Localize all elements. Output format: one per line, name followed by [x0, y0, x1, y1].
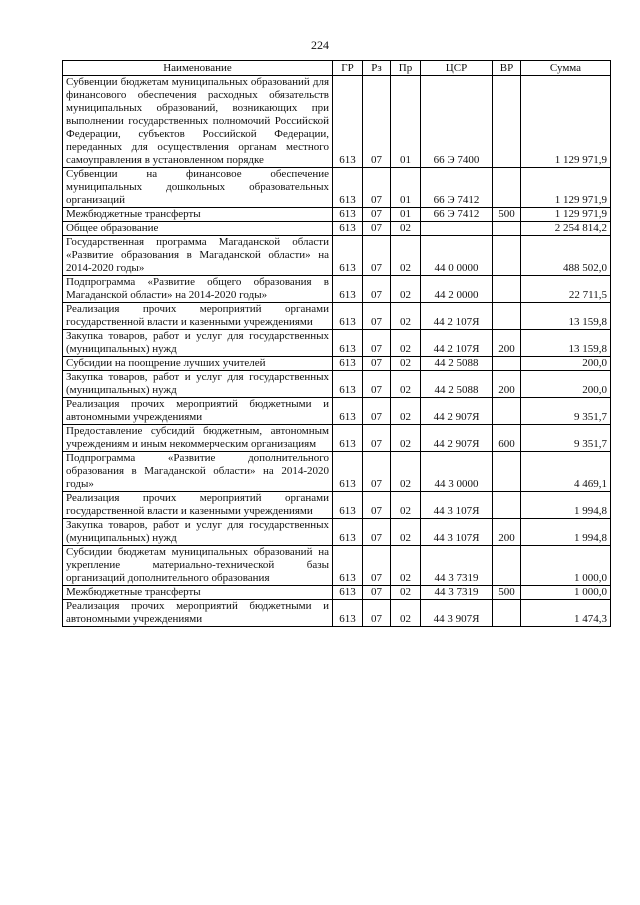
table-row — [63, 330, 611, 357]
cell-gr: 613 — [333, 600, 363, 627]
cell-gr: 613 — [333, 76, 363, 168]
cell-rz: 07 — [363, 492, 391, 519]
cell-gr: 613 — [333, 208, 363, 222]
cell-csr: 44 3 7319 — [421, 586, 493, 600]
cell-name: Реализация прочих мероприятий органами государственной власти и казенными учреждениями — [63, 492, 333, 519]
cell-rz: 07 — [363, 303, 391, 330]
cell-pr: 02 — [391, 546, 421, 586]
cell-vr: 500 — [493, 586, 521, 600]
cell-csr: 44 2 0000 — [421, 276, 493, 303]
cell-gr: 613 — [333, 519, 363, 546]
cell-csr: 66 Э 7412 — [421, 168, 493, 208]
cell-pr: 02 — [391, 236, 421, 276]
cell-sum: 1 000,0 — [521, 586, 611, 600]
cell-csr: 44 0 0000 — [421, 236, 493, 276]
cell-vr — [493, 546, 521, 586]
cell-sum: 9 351,7 — [521, 425, 611, 452]
table-row — [63, 519, 611, 546]
cell-csr: 44 2 907Я — [421, 398, 493, 425]
cell-pr: 02 — [391, 452, 421, 492]
cell-rz: 07 — [363, 452, 391, 492]
cell-name: Подпрограмма «Развитие дополнительного образования в Магаданской области» на 2014-2020 годы» — [63, 452, 333, 492]
cell-sum: 1 129 971,9 — [521, 76, 611, 168]
cell-pr: 02 — [391, 600, 421, 627]
cell-name: Закупка товаров, работ и услуг для государственных (муниципальных) нужд — [63, 330, 333, 357]
cell-csr: 44 3 107Я — [421, 519, 493, 546]
cell-pr: 02 — [391, 492, 421, 519]
cell-gr: 613 — [333, 586, 363, 600]
table-row — [63, 452, 611, 492]
table-row — [63, 371, 611, 398]
cell-csr: 44 3 907Я — [421, 600, 493, 627]
cell-sum: 1 994,8 — [521, 492, 611, 519]
table-row — [63, 492, 611, 519]
table-header-row — [63, 61, 611, 76]
cell-vr: 200 — [493, 371, 521, 398]
cell-sum: 200,0 — [521, 357, 611, 371]
cell-rz: 07 — [363, 398, 391, 425]
cell-name: Общее образование — [63, 222, 333, 236]
cell-rz: 07 — [363, 546, 391, 586]
cell-rz: 07 — [363, 586, 391, 600]
table-row — [63, 425, 611, 452]
cell-name: Субвенции на финансовое обеспечение муниципальных дошкольных образовательных организаций — [63, 168, 333, 208]
cell-rz: 07 — [363, 425, 391, 452]
cell-pr: 02 — [391, 425, 421, 452]
table-row — [63, 236, 611, 276]
cell-pr: 02 — [391, 330, 421, 357]
cell-pr: 02 — [391, 357, 421, 371]
table-row — [63, 600, 611, 627]
cell-vr — [493, 276, 521, 303]
cell-vr: 200 — [493, 519, 521, 546]
cell-vr — [493, 76, 521, 168]
cell-pr: 02 — [391, 371, 421, 398]
cell-sum: 1 000,0 — [521, 546, 611, 586]
cell-gr: 613 — [333, 222, 363, 236]
cell-name: Предоставление субсидий бюджетным, автономным учреждениям и иным некоммерческим организациям — [63, 425, 333, 452]
cell-pr: 01 — [391, 168, 421, 208]
cell-vr — [493, 357, 521, 371]
cell-csr: 66 Э 7400 — [421, 76, 493, 168]
cell-gr: 613 — [333, 546, 363, 586]
cell-gr: 613 — [333, 492, 363, 519]
cell-csr — [421, 222, 493, 236]
table-row — [63, 168, 611, 208]
header-gr: ГР — [333, 61, 363, 76]
cell-pr: 01 — [391, 208, 421, 222]
header-pr: Пр — [391, 61, 421, 76]
cell-vr — [493, 236, 521, 276]
header-vr: ВР — [493, 61, 521, 76]
cell-gr: 613 — [333, 425, 363, 452]
budget-table — [62, 60, 611, 627]
cell-gr: 613 — [333, 276, 363, 303]
cell-vr: 200 — [493, 330, 521, 357]
cell-sum: 200,0 — [521, 371, 611, 398]
cell-sum: 488 502,0 — [521, 236, 611, 276]
cell-csr: 44 3 107Я — [421, 492, 493, 519]
cell-sum: 22 711,5 — [521, 276, 611, 303]
cell-gr: 613 — [333, 398, 363, 425]
cell-name: Субсидии бюджетам муниципальных образований на укрепление материально-технической базы организаций дополнительного образования — [63, 546, 333, 586]
cell-pr: 01 — [391, 76, 421, 168]
header-rz: Рз — [363, 61, 391, 76]
cell-name: Реализация прочих мероприятий органами государственной власти и казенными учреждениями — [63, 303, 333, 330]
cell-rz: 07 — [363, 330, 391, 357]
cell-rz: 07 — [363, 357, 391, 371]
cell-gr: 613 — [333, 168, 363, 208]
cell-gr: 613 — [333, 330, 363, 357]
table-row — [63, 208, 611, 222]
cell-csr: 44 2 5088 — [421, 357, 493, 371]
cell-rz: 07 — [363, 519, 391, 546]
cell-sum: 1 129 971,9 — [521, 208, 611, 222]
cell-pr: 02 — [391, 222, 421, 236]
cell-gr: 613 — [333, 371, 363, 398]
cell-name: Субсидии на поощрение лучших учителей — [63, 357, 333, 371]
table-row — [63, 222, 611, 236]
cell-vr — [493, 492, 521, 519]
cell-csr: 44 2 5088 — [421, 371, 493, 398]
cell-csr: 44 3 0000 — [421, 452, 493, 492]
table-row — [63, 276, 611, 303]
cell-csr: 66 Э 7412 — [421, 208, 493, 222]
table-row — [63, 303, 611, 330]
cell-vr — [493, 600, 521, 627]
cell-vr — [493, 222, 521, 236]
cell-pr: 02 — [391, 276, 421, 303]
cell-csr: 44 2 107Я — [421, 303, 493, 330]
cell-gr: 613 — [333, 303, 363, 330]
cell-sum: 9 351,7 — [521, 398, 611, 425]
cell-vr: 500 — [493, 208, 521, 222]
cell-name: Реализация прочих мероприятий бюджетными и автономными учреждениями — [63, 600, 333, 627]
cell-sum: 2 254 814,2 — [521, 222, 611, 236]
table-row — [63, 546, 611, 586]
cell-vr — [493, 303, 521, 330]
cell-csr: 44 2 907Я — [421, 425, 493, 452]
cell-rz: 07 — [363, 76, 391, 168]
cell-gr: 613 — [333, 357, 363, 371]
cell-sum: 13 159,8 — [521, 330, 611, 357]
table-row — [63, 76, 611, 168]
table-row — [63, 357, 611, 371]
cell-name: Межбюджетные трансферты — [63, 586, 333, 600]
cell-rz: 07 — [363, 222, 391, 236]
cell-rz: 07 — [363, 208, 391, 222]
page-number: 224 — [311, 38, 329, 52]
cell-csr: 44 3 7319 — [421, 546, 493, 586]
header-name: Наименование — [63, 61, 333, 76]
cell-rz: 07 — [363, 276, 391, 303]
table-row — [63, 586, 611, 600]
cell-csr: 44 2 107Я — [421, 330, 493, 357]
cell-name: Государственная программа Магаданской области «Развитие образования в Магаданской области» на 2014-2020 годы» — [63, 236, 333, 276]
cell-name: Закупка товаров, работ и услуг для государственных (муниципальных) нужд — [63, 371, 333, 398]
cell-name: Закупка товаров, работ и услуг для государственных (муниципальных) нужд — [63, 519, 333, 546]
cell-pr: 02 — [391, 519, 421, 546]
cell-sum: 1 474,3 — [521, 600, 611, 627]
header-sum: Сумма — [521, 61, 611, 76]
cell-vr — [493, 452, 521, 492]
cell-rz: 07 — [363, 600, 391, 627]
cell-name: Субвенции бюджетам муниципальных образований для финансового обеспечения расходных обязательств муниципальных образований, возникающих при выполнении государственных полномочий Российской Федерации, субъектов Российской Федерации, переданных для осуществления органам местного самоуправления в установленном порядке — [63, 76, 333, 168]
cell-pr: 02 — [391, 303, 421, 330]
header-csr: ЦСР — [421, 61, 493, 76]
cell-pr: 02 — [391, 586, 421, 600]
cell-name: Реализация прочих мероприятий бюджетными и автономными учреждениями — [63, 398, 333, 425]
cell-sum: 1 994,8 — [521, 519, 611, 546]
cell-sum: 13 159,8 — [521, 303, 611, 330]
cell-pr: 02 — [391, 398, 421, 425]
cell-rz: 07 — [363, 168, 391, 208]
cell-rz: 07 — [363, 371, 391, 398]
cell-gr: 613 — [333, 236, 363, 276]
cell-sum: 4 469,1 — [521, 452, 611, 492]
cell-vr: 600 — [493, 425, 521, 452]
cell-rz: 07 — [363, 236, 391, 276]
cell-vr — [493, 168, 521, 208]
cell-vr — [493, 398, 521, 425]
cell-name: Межбюджетные трансферты — [63, 208, 333, 222]
cell-sum: 1 129 971,9 — [521, 168, 611, 208]
cell-gr: 613 — [333, 452, 363, 492]
cell-name: Подпрограмма «Развитие общего образования в Магаданской области» на 2014-2020 годы» — [63, 276, 333, 303]
table-row — [63, 398, 611, 425]
